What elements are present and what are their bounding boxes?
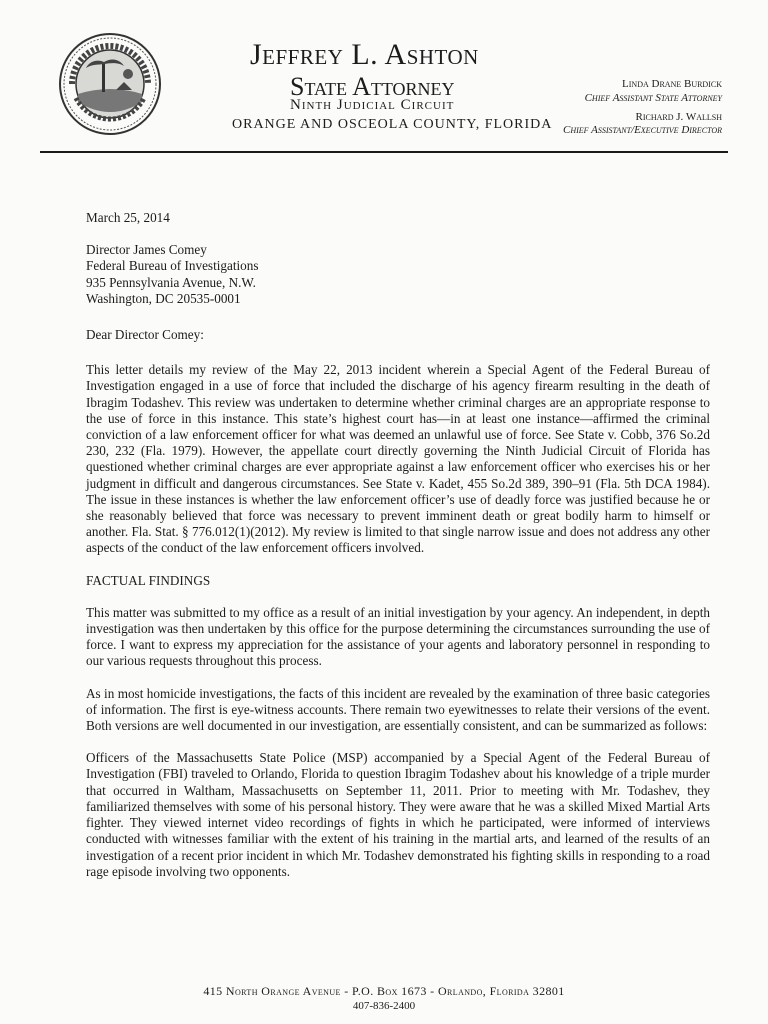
recipient-line: Federal Bureau of Investigations xyxy=(86,258,259,274)
salutation: Dear Director Comey: xyxy=(86,327,204,343)
recipient-address xyxy=(86,242,710,307)
footer-address: 415 North Orange Avenue - P.O. Box 1673 - Orlando, Florida 32801 xyxy=(203,984,565,998)
intro-paragraph: This letter details my review of the May 22, 2013 incident wherein a Special Agent of the Federal Bureau of Investigation engaged in a use of force that included the discharge of his agency firearm resulting in the death of Ibragim Todashev. This review was undertaken to determine whether criminal charges are an appropriate response to the use of force in this instance. This state’s highest court has—in at least one instance—affirmed the criminal conviction of a law enforcement officer for what was deemed an unlawful use of force. See State v. Cobb, 376 So.2d 230, 232 (Fla. 1979). However, the appellate court directly governing the Ninth Judicial Circuit of Florida has questioned whether criminal charges are ever appropriate against a law enforcement officer who exercises his or her judgment in difficult and dangerous circumstances. See State v. Kadet, 455 So.2d 389, 390–91 (Fla. 5th DCA 1984). The issue in these instances is whether the law enforcement officer’s use of deadly force was justified because he or she reasonably believed that force was necessary to prevent imminent death or great bodily harm to himself or another. Fla. Stat. § 776.012(1)(2012). My review is limited to that single narrow issue and does not address any other aspects of the conduct of the law enforcement officers involved. xyxy=(86,362,710,556)
letterhead-county: ORANGE AND OSCEOLA COUNTY, FLORIDA xyxy=(232,117,553,132)
letterhead-name: Jeffrey L. Ashton xyxy=(250,38,479,71)
recipient-line: 935 Pennsylvania Avenue, N.W. xyxy=(86,274,256,290)
letterhead-circuit: Ninth Judicial Circuit xyxy=(290,97,455,113)
body-paragraph: As in most homicide investigations, the facts of this incident are revealed by the examination of three basic categories of information. The first is eye-witness accounts. There remain two eyewitnesses to relate their versions of the event. Both versions are well documented in our investigation, are essentially consistent, and can be summarized as follows: xyxy=(86,685,710,734)
recipient-line: Washington, DC 20535-0001 xyxy=(86,290,241,306)
staff-name: Linda Drane Burdick xyxy=(622,78,722,90)
state-seal-icon xyxy=(58,32,162,136)
recipient-line: Director James Comey xyxy=(86,242,207,258)
letter-body xyxy=(86,210,710,896)
letterhead-title: State Attorney xyxy=(290,72,455,101)
body-paragraph: Officers of the Massachusetts State Police (MSP) accompanied by a Special Agent of the Federal Bureau of Investigation (FBI) traveled to Orlando, Florida to question Ibragim Todashev about his knowledge of a triple murder that occurred in Waltham, Massachusetts on September 11, 2011. Prior to meeting with Mr. Todashev, they familiarized themselves with some of his personal history. They were aware that he was a skilled Mixed Martial Arts fighter. They viewed internet video recordings of fights in which he participated, were informed of interviews conducted with witnesses familiar with the extent of his training in the martial arts, and learned of the results of an investigation of a recent prior incident in which Mr. Todashev demonstrated his fighting skills in responding to a road rage episode involving two opponents. xyxy=(86,750,710,879)
section-heading: FACTUAL FINDINGS xyxy=(86,572,211,588)
letterhead-divider xyxy=(40,151,728,153)
body-paragraph: This matter was submitted to my office as a result of an initial investigation by your agency. An independent, in depth investigation was then undertaken by this office for the purpose determining the circumstances surrounding the use of force. I want to express my appreciation for the assistance of your agents and laboratory personnel in responding to our various requests throughout this process. xyxy=(86,604,710,669)
staff-title: Chief Assistant/Executive Director xyxy=(563,124,722,136)
staff-name: Richard J. Wallsh xyxy=(635,111,722,123)
staff-title: Chief Assistant State Attorney xyxy=(584,92,722,104)
footer-phone: 407-836-2400 xyxy=(352,1000,416,1012)
letter-date: March 25, 2014 xyxy=(86,210,170,225)
